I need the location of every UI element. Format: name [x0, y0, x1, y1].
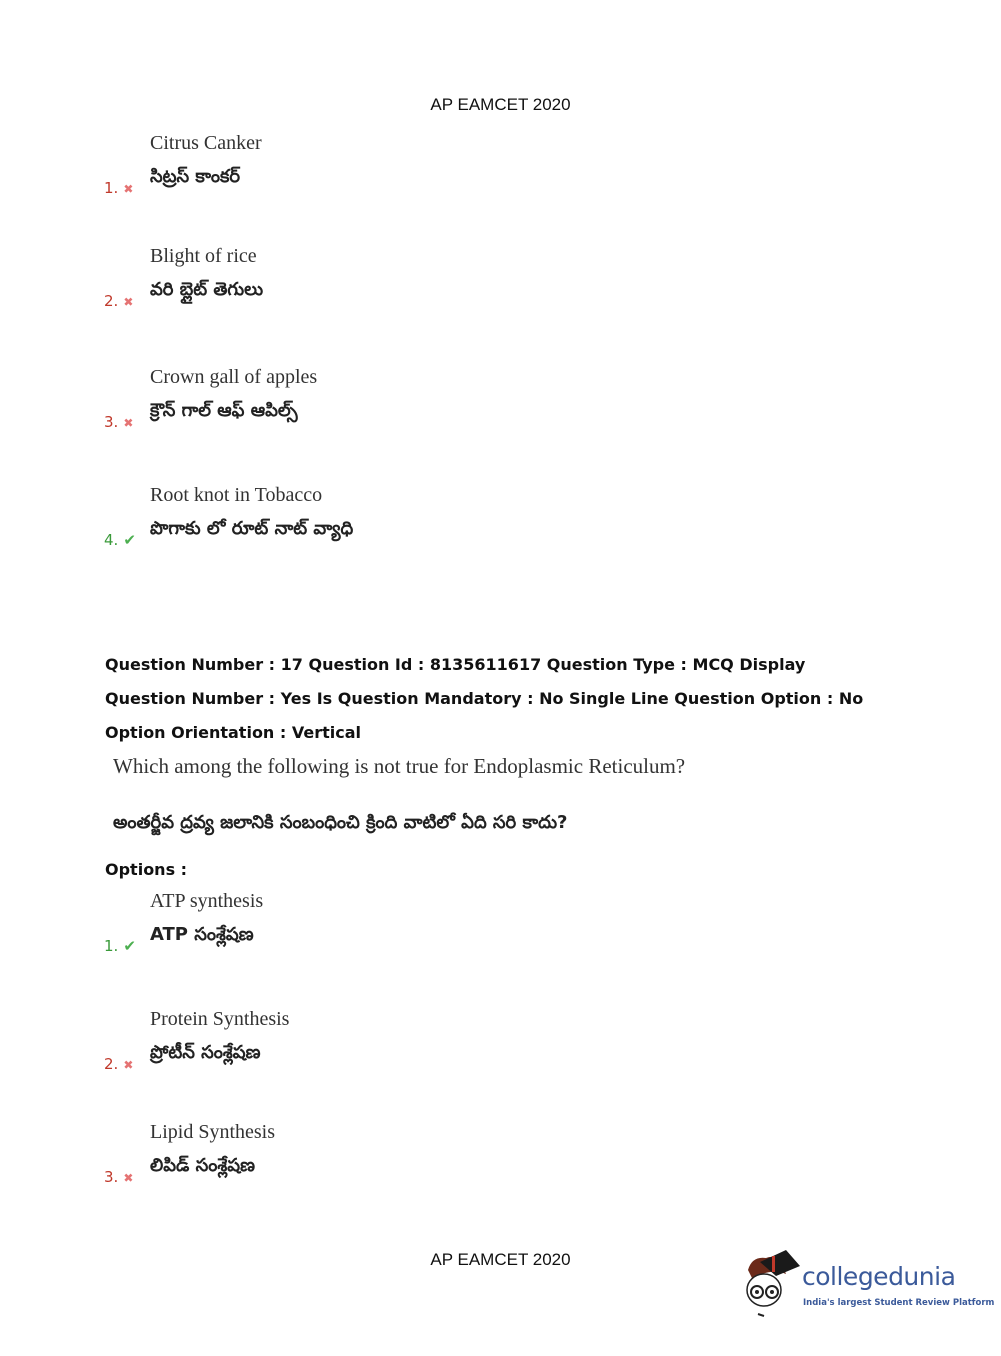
collegedunia-logo [742, 1248, 995, 1320]
option-text-telugu: సిట్రస్ కాంకర్ [150, 166, 241, 187]
options-label: Options : [105, 860, 188, 879]
cross-icon: ✖ [123, 416, 134, 430]
option-text-telugu: క్రౌన్ గాల్ ఆఫ్ ఆపిల్స్ [150, 400, 298, 421]
option-text-english: ATP synthesis [150, 890, 264, 912]
option-text-english: Lipid Synthesis [150, 1121, 276, 1143]
option-number: 4. [104, 531, 119, 549]
question-text-telugu: అంతర్జీవ ద్రవ్య జలానికి సంబంధించి క్రింది వాటిలో ఏది సరి కాదు? [113, 812, 568, 833]
mascot-icon [742, 1248, 802, 1320]
option-number: 1. [104, 179, 119, 197]
check-icon: ✔ [123, 531, 136, 549]
option-number: 1. [104, 937, 119, 955]
cross-icon: ✖ [123, 295, 134, 309]
logo-tagline: India's largest Student Review Platform [803, 1298, 995, 1308]
option-number: 2. [104, 292, 119, 310]
option-text-english: Protein Synthesis [150, 1008, 290, 1030]
option-text-telugu: ప్రోటీన్ సంశ్లేషణ [150, 1042, 261, 1063]
option-text-english: Crown gall of apples [150, 366, 318, 388]
option-text-telugu: లిపిడ్ సంశ్లేషణ [150, 1155, 255, 1176]
option-number: 3. [104, 413, 119, 431]
option-text-telugu: పొగాకు లో రూట్ నాట్ వ్యాధి [150, 518, 354, 539]
page-footer: AP EAMCET 2020 [430, 1250, 571, 1269]
option-text-telugu: వరి బ్లైట్ తెగులు [150, 279, 264, 300]
page-header: AP EAMCET 2020 [430, 95, 571, 114]
cross-icon: ✖ [123, 1171, 134, 1185]
logo-brand: collegedunia [802, 1262, 956, 1291]
question-meta: Question Number : 17 Question Id : 8135611617 Question Type : MCQ Display Question Number : Yes Is Question Mandatory : No Single Line Question Option : No Option Orientation : Vertical [105, 655, 864, 742]
check-icon: ✔ [123, 937, 136, 955]
cross-icon: ✖ [123, 1058, 134, 1072]
question-text-english: Which among the following is not true for Endoplasmic Reticulum? [113, 754, 686, 778]
option-number: 2. [104, 1055, 119, 1073]
option-text-english: Root knot in Tobacco [150, 484, 323, 506]
option-number: 3. [104, 1168, 119, 1186]
option-text-english: Citrus Canker [150, 132, 262, 154]
cross-icon: ✖ [123, 182, 134, 196]
option-text-telugu: ATP సంశ్లేషణ [150, 924, 254, 945]
option-text-english: Blight of rice [150, 245, 257, 267]
